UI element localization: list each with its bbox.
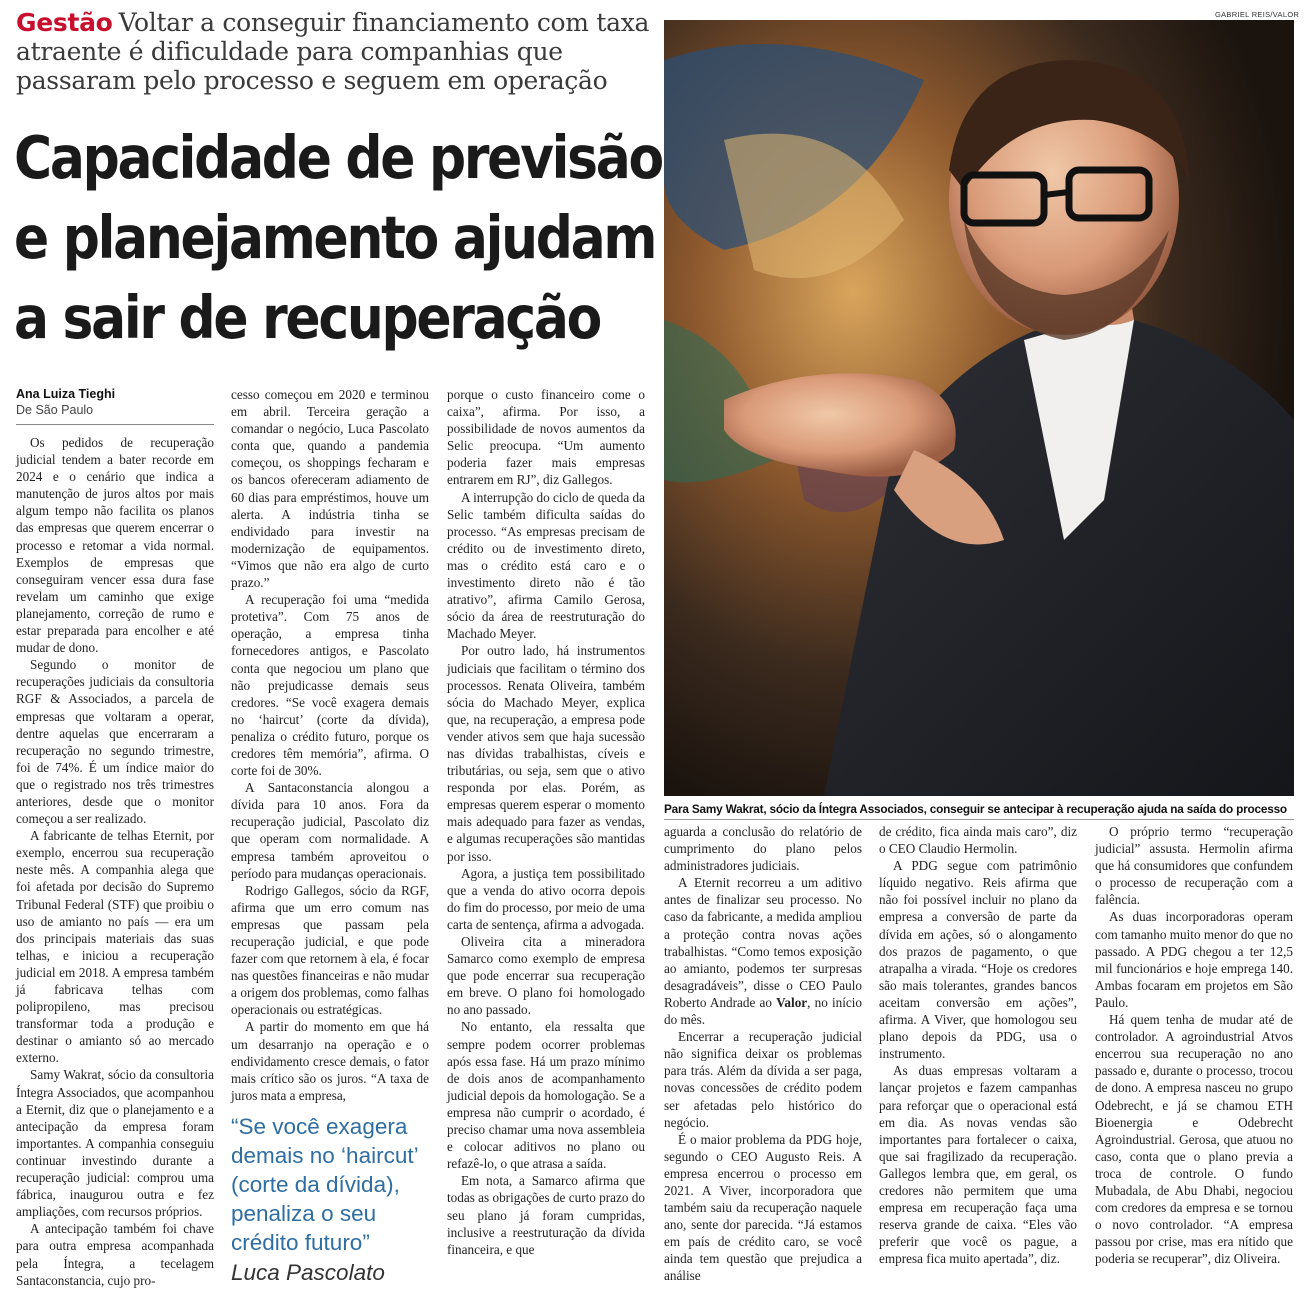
paragraph: É o maior problema da PDG hoje, segundo o CEO Augusto Reis. A empresa encerrou o processo em 2021. A Viver, incorporadora que também saiu da recuperação naquele ano, sente dor parecida. “Já estamos em país de crédito caro, se você ainda tem questão que prejudica a análise [664,1131,862,1284]
paragraph: A interrupção do ciclo de queda da Selic também dificulta saídas do processo. “As empresas precisam de crédito ou de investimento direto, mas o crédito está caro e o investimento direto não é tão atrativo”, afirma Camilo Gerosa, sócio da área de reestruturação do Machado Meyer. [447,489,645,642]
paragraph: A Santaconstancia alongou a dívida para 10 anos. Fora da recuperação judicial, Pascolato diz que operam com normalidade. A empresa também aproveitou o período para mudanças operacionais. [231,780,429,881]
article-column-6 [1095,823,1293,1293]
paragraph: A partir do momento em que há um desarranjo na operação e o endividamento cresce demais, o fator mais crítico são os juros. “A taxa de juros mata a empresa, [231,1019,429,1103]
headline-line-2: e planejamento ajudam [14,203,656,272]
paragraph: A PDG segue com patrimônio líquido negativo. Reis afirma que não foi possível incluir no plano da empresa a conversão de parte da dívida em ações, só o alongamento dos prazos de pagamento, o que atrapalha a virada. “Hoje os credores são mais tolerantes, grandes bancos aceitam conversão em ações”, afirma. A Viver, que homologou seu plano depois da PDG, usa o instrumento. [879,858,1077,1062]
byline [16,386,214,425]
paragraph: No entanto, ela ressalta que sempre podem ocorrer problemas após essa fase. Há um prazo mínimo de dois anos de acompanhamento judicial depois da homologação. Se a empresa não cumprir o acordado, é preciso chamar uma nova assembleia e colocar aditivos no plano ou refazê-lo, o que atrasa a saída. [447,1019,645,1172]
pull-quote [231,1112,431,1288]
publication-name: Valor [776,994,808,1010]
kicker-text: Voltar a conseguir financiamento com taxa atraente é dificuldade para companhias que passaram pelo processo e seguem em operação [16,8,650,95]
paragraph: aguarda a conclusão do relatório de cumprimento do plano pelos administradores judiciais. [664,824,862,874]
paragraph: Samy Wakrat, sócio da consultoria Íntegra Associados, que acompanhou a Eternit, diz que o planejamento e a antecipação da empresa foram importantes. A companhia conseguiu continuar investindo durante a recuperação judicial: comprou uma fábrica, inaugurou outra e fez ampliações, com recursos próprios. [16,1067,214,1220]
article-column-3 [447,386,645,1292]
headline-line-3: a sair de recuperação [14,283,600,352]
paragraph: cesso começou em 2020 e terminou em abril. Terceira geração a comandar o negócio, Luca Pascolato conta que, quando a pandemia começou, os shoppings fecharam e os bancos ofereceram adiamento de 60 dias para empréstimos, houve um alerta. A indústria tinha se endividado para investir na modernização de equipamentos. “Vimos que não era algo de curto prazo.” [231,387,429,591]
kicker [16,8,651,95]
paragraph: Por outro lado, há instrumentos judiciais que facilitam o término dos processos. Renata Oliveira, também sócia do Machado Meyer, explica que, na recuperação, a empresa pode vender ativos sem que haja sucessão nas dívidas trabalhistas, cíveis e tributárias, ou seja, sem que o ativo responda por elas. Porém, as empresas querem esperar o momento mais adequado para fazer as vendas, e algumas recuperações são mantidas por isso. [447,643,645,864]
paragraph: As duas incorporadoras operam com tamanho muito menor do que no passado. A PDG chegou a ter 12,5 mil funcionários e hoje emprega 140. Ambas focaram em projetos em São Paulo. [1095,909,1293,1010]
paragraph-text-end: , no início do mês. [664,994,863,1028]
paragraph: Em nota, a Samarco afirma que todas as obrigações de curto prazo do seu plano já foram cumpridas, inclusive a reestruturação da dívida financeira, e que [447,1173,645,1257]
paragraph: Há quem tenha de mudar até de controlador. A agroindustrial Atvos encerrou sua recuperação no ano passado e, durante o processo, trocou de dono. A empresa nasceu no grupo Odebrecht, e já se chamou ETH Bioenergia e Odebrecht Agroindustrial. Gerosa, que atuou no caso, conta que o plano previa a troca de controle. O fundo Mubadala, de Abu Dhabi, negociou com credores da empresa e se tornou o novo controlador. “A empresa passou por crise, mas era nítido que poderia se recuperar”, diz Oliveira. [1095,1012,1293,1267]
paragraph [664,874,862,1028]
caption-divider [664,819,1294,820]
author-location: De São Paulo [16,403,94,417]
article-column-5 [879,823,1077,1293]
paragraph: A recuperação foi uma “medida protetiva”. Com 75 anos de operação, a empresa tinha fornecedores antigos, e Pascolato conta que negociou um plano que não prejudicasse demais seus credores. “Se você exagera demais no ‘haircut’ (corte da dívida), penaliza o crédito futuro, porque os credores têm memória”, afirma. O corte foi de 30%. [231,592,429,779]
portrait-illustration [664,20,1294,796]
author-name: Ana Luiza Tieghi [16,387,116,401]
paragraph: Oliveira cita a mineradora Samarco como exemplo de empresa que pode encerrar sua recuperação em breve. O plano foi homologado no ano passado. [447,934,645,1018]
headline [14,118,662,358]
photo-caption: Para Samy Wakrat, sócio da Íntegra Associados, conseguir se antecipar à recuperação ajuda na saída do processo [664,802,1287,816]
paragraph: As duas empresas voltaram a lançar projetos e fazem campanhas para reforçar que o operacional está em dia. As novas vendas são importantes para fortalecer o caixa, que sai fragilizado da recuperação. Gallegos lembra que, em geral, os credores não permitem que uma empresa em recuperação faça uma reserva grande de caixa. “Eles vão preferir que você os pague, a empresa fica muito apertada”, diz. [879,1063,1077,1267]
headline-line-1: Capacidade de previsão [14,123,662,192]
section-label: Gestão [16,8,113,37]
article-column-2 [231,386,429,1103]
paragraph: A fabricante de telhas Eternit, por exemplo, encerrou sua recuperação neste mês. A companhia alega que foi afetada por decisão do Supremo Tribunal Federal (STF) que proibiu o uso de amianto no país — era um dos principais materiais das suas telhas, e iniciou a recuperação judicial em 2018. A empresa também já fabricava telhas com polipropileno, mas precisou transformar toda a produção e destinar o amianto só ao mercado externo. [16,828,214,1066]
paragraph: O próprio termo “recuperação judicial” assusta. Hermolin afirma que há consumidores que confundem o processo de recuperação com a falência. [1095,824,1293,908]
article-column-1 [16,434,214,1292]
paragraph: Rodrigo Gallegos, sócio da RGF, afirma que um erro comum nas empresas que passam pela recuperação judicial, e que pode fazer com que retornem à ela, é focar nas questões financeiras e não mudar a origem dos problemas, como falhas operacionais ou estratégicas. [231,882,429,1018]
paragraph: Segundo o monitor de recuperações judiciais da consultoria RGF & Associados, a parcela de empresas que voltaram a operar, dentre aquelas que encerraram a recuperação no segundo trimestre, foi de 74%. É um índice maior do que o registrado nos três trimestres anteriores, desde que o monitor começou a ser realizado. [16,657,214,827]
pull-quote-attribution: Luca Pascolato [231,1260,385,1285]
paragraph: porque o custo financeiro come o caixa”, afirma. Por isso, a possibilidade de novos aumentos da Selic preocupa. “Um aumento poderia fazer mais empresas entrarem em RJ”, diz Gallegos. [447,387,645,488]
paragraph: Os pedidos de recuperação judicial tendem a bater recorde em 2024 e o cenário que indica a manutenção de juros altos por mais algum tempo não facilita os planos das empresas que querem encerrar o processo e retomar a vida normal. Exemplos de empresas que conseguiram vencer essa dura fase revelam um caminho que exige planejamento, correção de rumo e estar preparada para encolher e até mudar de dono. [16,435,214,656]
paragraph: Agora, a justiça tem possibilitado que a venda do ativo ocorra depois do fim do processo, por meio de uma carta de sentença, afirma a advogada. [447,865,645,932]
pull-quote-text: “Se você exagera demais no ‘haircut’ (corte da dívida), penaliza o seu crédito futuro” [231,1114,418,1255]
article-column-4 [664,823,862,1293]
paragraph-text: A Eternit recorreu a um aditivo antes de finalizar seu processo. No caso da fabricante, a medida ampliou a proteção contra novas ações trabalhistas. “Como temos exposição ao amianto, podemos ter surpresas desagradáveis”, disse o CEO Paulo Roberto Andrade ao [664,875,862,1010]
paragraph: A antecipação também foi chave para outra empresa acompanhada pela Íntegra, a tecelagem Santaconstancia, cujo pro- [16,1221,214,1288]
article-photo [664,20,1294,796]
paragraph: de crédito, fica ainda mais caro”, diz o CEO Claudio Hermolin. [879,824,1077,857]
photo-credit: GABRIEL REIS/VALOR [1215,10,1300,19]
paragraph: Encerrar a recuperação judicial não significa deixar os problemas para trás. Além da dívida a ser paga, novas concessões de crédito podem ser afetadas pelo histórico do negócio. [664,1029,862,1130]
